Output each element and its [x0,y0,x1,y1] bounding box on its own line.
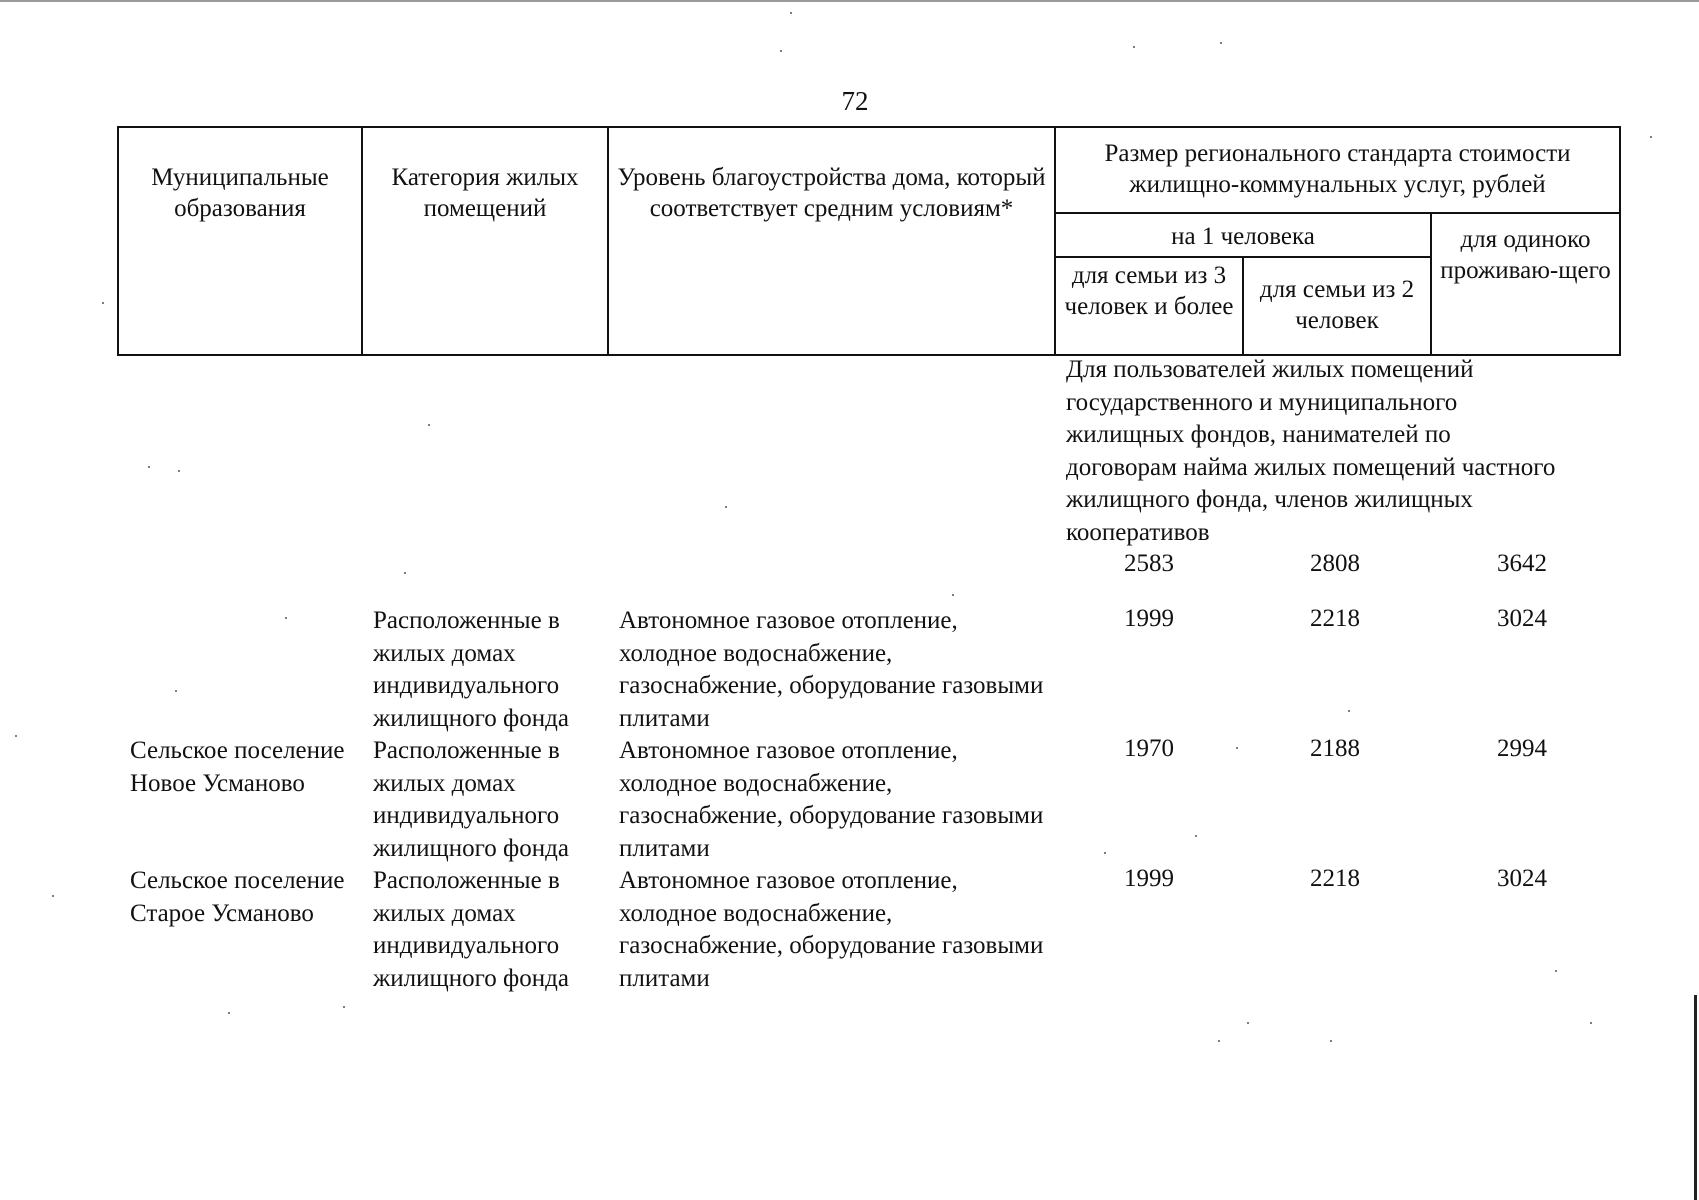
header-municipality-label: Муниципальные образования [151,164,329,222]
scan-speck [780,50,782,52]
header-family-3-label: для семьи из 3 человек и более [1064,262,1234,320]
header-level-label: Уровень благоустройства дома, который соответствует средним условиям* [617,164,1046,222]
scan-speck [428,424,430,426]
scan-speck [228,1012,230,1014]
value-family-2: 2218 [1310,865,1360,892]
header-standard-label: Размер регионального стандарта стоимости жилищно-коммунальных услуг, рублей [1104,140,1571,198]
scan-speck [52,895,54,897]
row-municipality: Сельское поселение Новое Усманово [130,737,345,797]
scan-speck [175,690,177,692]
scan-speck [725,506,727,508]
scan-speck [1220,42,1222,44]
header-category-label: Категория жилых помещений [391,164,579,222]
value-single: 2994 [1497,735,1547,762]
row-category: Расположенные в жилых домах индивидуального жилищного фонда [373,737,569,862]
tariff-header-table [117,126,1621,356]
header-category [362,127,608,355]
value-family-2: 2808 [1310,550,1360,577]
header-family-3 [1055,257,1243,355]
value-single: 3024 [1497,605,1547,632]
scan-speck [15,735,17,737]
scan-speck [148,466,150,468]
header-single [1431,213,1620,355]
value-family-3: 2583 [1124,550,1174,577]
scan-speck [1590,1022,1592,1024]
scan-speck [343,1006,345,1008]
scan-speck [1348,710,1350,712]
row-category: Расположенные в жилых домах индивидуального жилищного фонда [373,867,569,992]
scan-speck [1133,46,1135,48]
scan-speck [178,470,180,472]
scan-speck [1195,835,1197,837]
scan-top-edge [0,0,1699,2]
scan-speck [1330,1040,1332,1042]
row-level: Автономное газовое отопление, холодное водоснабжение, газоснабжение, оборудование газовыми плитами [619,737,1044,862]
header-level [608,127,1055,355]
header-per-person-label: на 1 человека [1171,223,1315,250]
value-single: 3642 [1497,550,1547,577]
scan-speck [102,302,104,304]
value-family-3: 1999 [1124,865,1174,892]
header-family-2 [1243,257,1431,355]
scan-speck [1247,1022,1249,1024]
section-note: Для пользователей жилых помещений государственного и муниципального жилищных фондов, нанимателей по договорам найма жилых помещений частного жилищного фонда, членов жилищных кооперативов [1066,356,1556,546]
scan-speck [1218,1040,1220,1042]
row-level: Автономное газовое отопление, холодное водоснабжение, газоснабжение, оборудование газовыми плитами [619,607,1044,732]
scan-speck [1555,970,1557,972]
value-family-3: 1970 [1124,735,1174,762]
header-municipality [118,127,362,355]
row-municipality: Сельское поселение Старое Усманово [130,867,345,927]
value-family-2: 2188 [1310,735,1360,762]
scan-speck [1650,136,1652,138]
header-family-2-label: для семьи из 2 человек [1259,276,1415,334]
scan-speck [285,617,287,619]
value-single: 3024 [1497,865,1547,892]
scan-speck [404,572,406,574]
value-family-2: 2218 [1310,605,1360,632]
header-per-person [1055,213,1431,257]
scan-speck [790,12,792,14]
row-level: Автономное газовое отопление, холодное водоснабжение, газоснабжение, оборудование газовыми плитами [619,867,1044,992]
scan-speck [952,594,954,596]
scan-speck [1236,747,1238,749]
value-family-3: 1999 [1124,605,1174,632]
scan-right-edge [1694,995,1697,1200]
scan-speck [1104,852,1106,854]
header-single-label: для одиноко проживаю-щего [1440,226,1611,284]
row-category: Расположенные в жилых домах индивидуального жилищного фонда [373,607,569,732]
page-number: 72 [841,86,869,116]
header-standard [1055,127,1620,213]
